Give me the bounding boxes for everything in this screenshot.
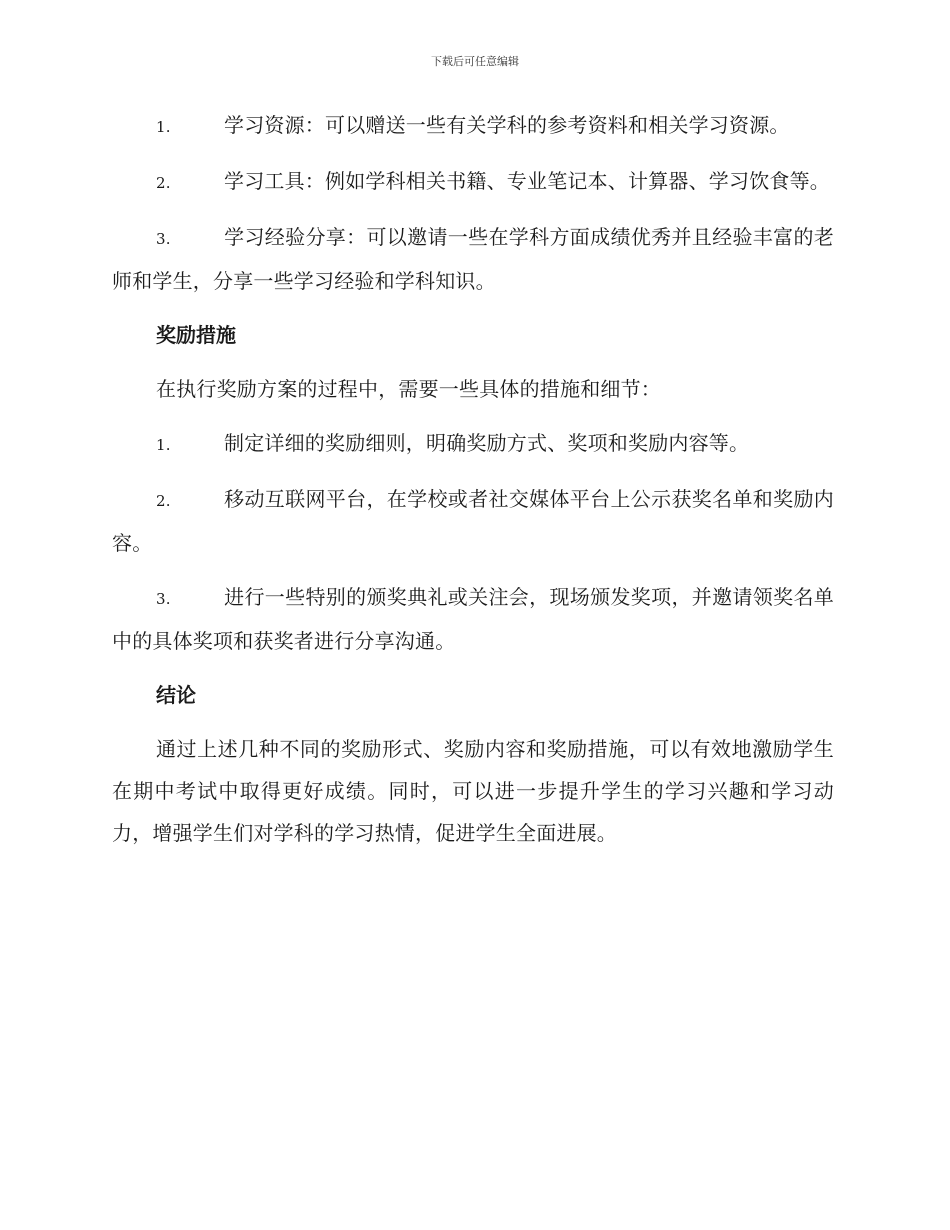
- list-item: [112, 104, 834, 148]
- section-heading-measures: 奖励措施: [156, 323, 236, 347]
- list-item: [112, 422, 834, 466]
- list-text: 学习工具：例如学科相关书籍、专业笔记本、计算器、学习饮食等。: [224, 169, 830, 193]
- list-number: 1.: [156, 436, 171, 454]
- document-body: [112, 104, 834, 866]
- list-item: [112, 576, 834, 662]
- page-header: 下载后可任意编辑: [431, 55, 519, 68]
- measures-intro: 在执行奖励方案的过程中，需要一些具体的措施和细节：: [156, 377, 661, 401]
- list-number: 3.: [156, 590, 171, 608]
- list-text: 制定详细的奖励细则，明确奖励方式、奖项和奖励内容等。: [224, 431, 750, 455]
- list-text: 学习资源：可以赠送一些有关学科的参考资料和相关学习资源。: [224, 113, 790, 137]
- conclusion-paragraph: 通过上述几种不同的奖励形式、奖励内容和奖励措施，可以有效地激励学生在期中考试中取得更好成绩。同时，可以进一步提升学生的学习兴趣和学习动力，增强学生们对学科的学习热情，促进学生全面进展。: [112, 737, 834, 845]
- list-number: 2.: [156, 174, 171, 192]
- list-text: 进行一些特别的颁奖典礼或关注会，现场颁发奖项，并邀请领奖名单中的具体奖项和获奖者进行分享沟通。: [112, 585, 834, 653]
- list-item: [112, 160, 834, 204]
- list-text: 移动互联网平台，在学校或者社交媒体平台上公示获奖名单和奖励内容。: [112, 487, 834, 555]
- list-number: 3.: [156, 230, 171, 248]
- list-item: [112, 478, 834, 564]
- section-heading-conclusion: 结论: [156, 683, 196, 707]
- list-text: 学习经验分享：可以邀请一些在学科方面成绩优秀并且经验丰富的老师和学生，分享一些学习经验和学科知识。: [112, 225, 834, 293]
- list-item: [112, 216, 834, 302]
- list-number: 1.: [156, 118, 171, 136]
- list-number: 2.: [156, 492, 171, 510]
